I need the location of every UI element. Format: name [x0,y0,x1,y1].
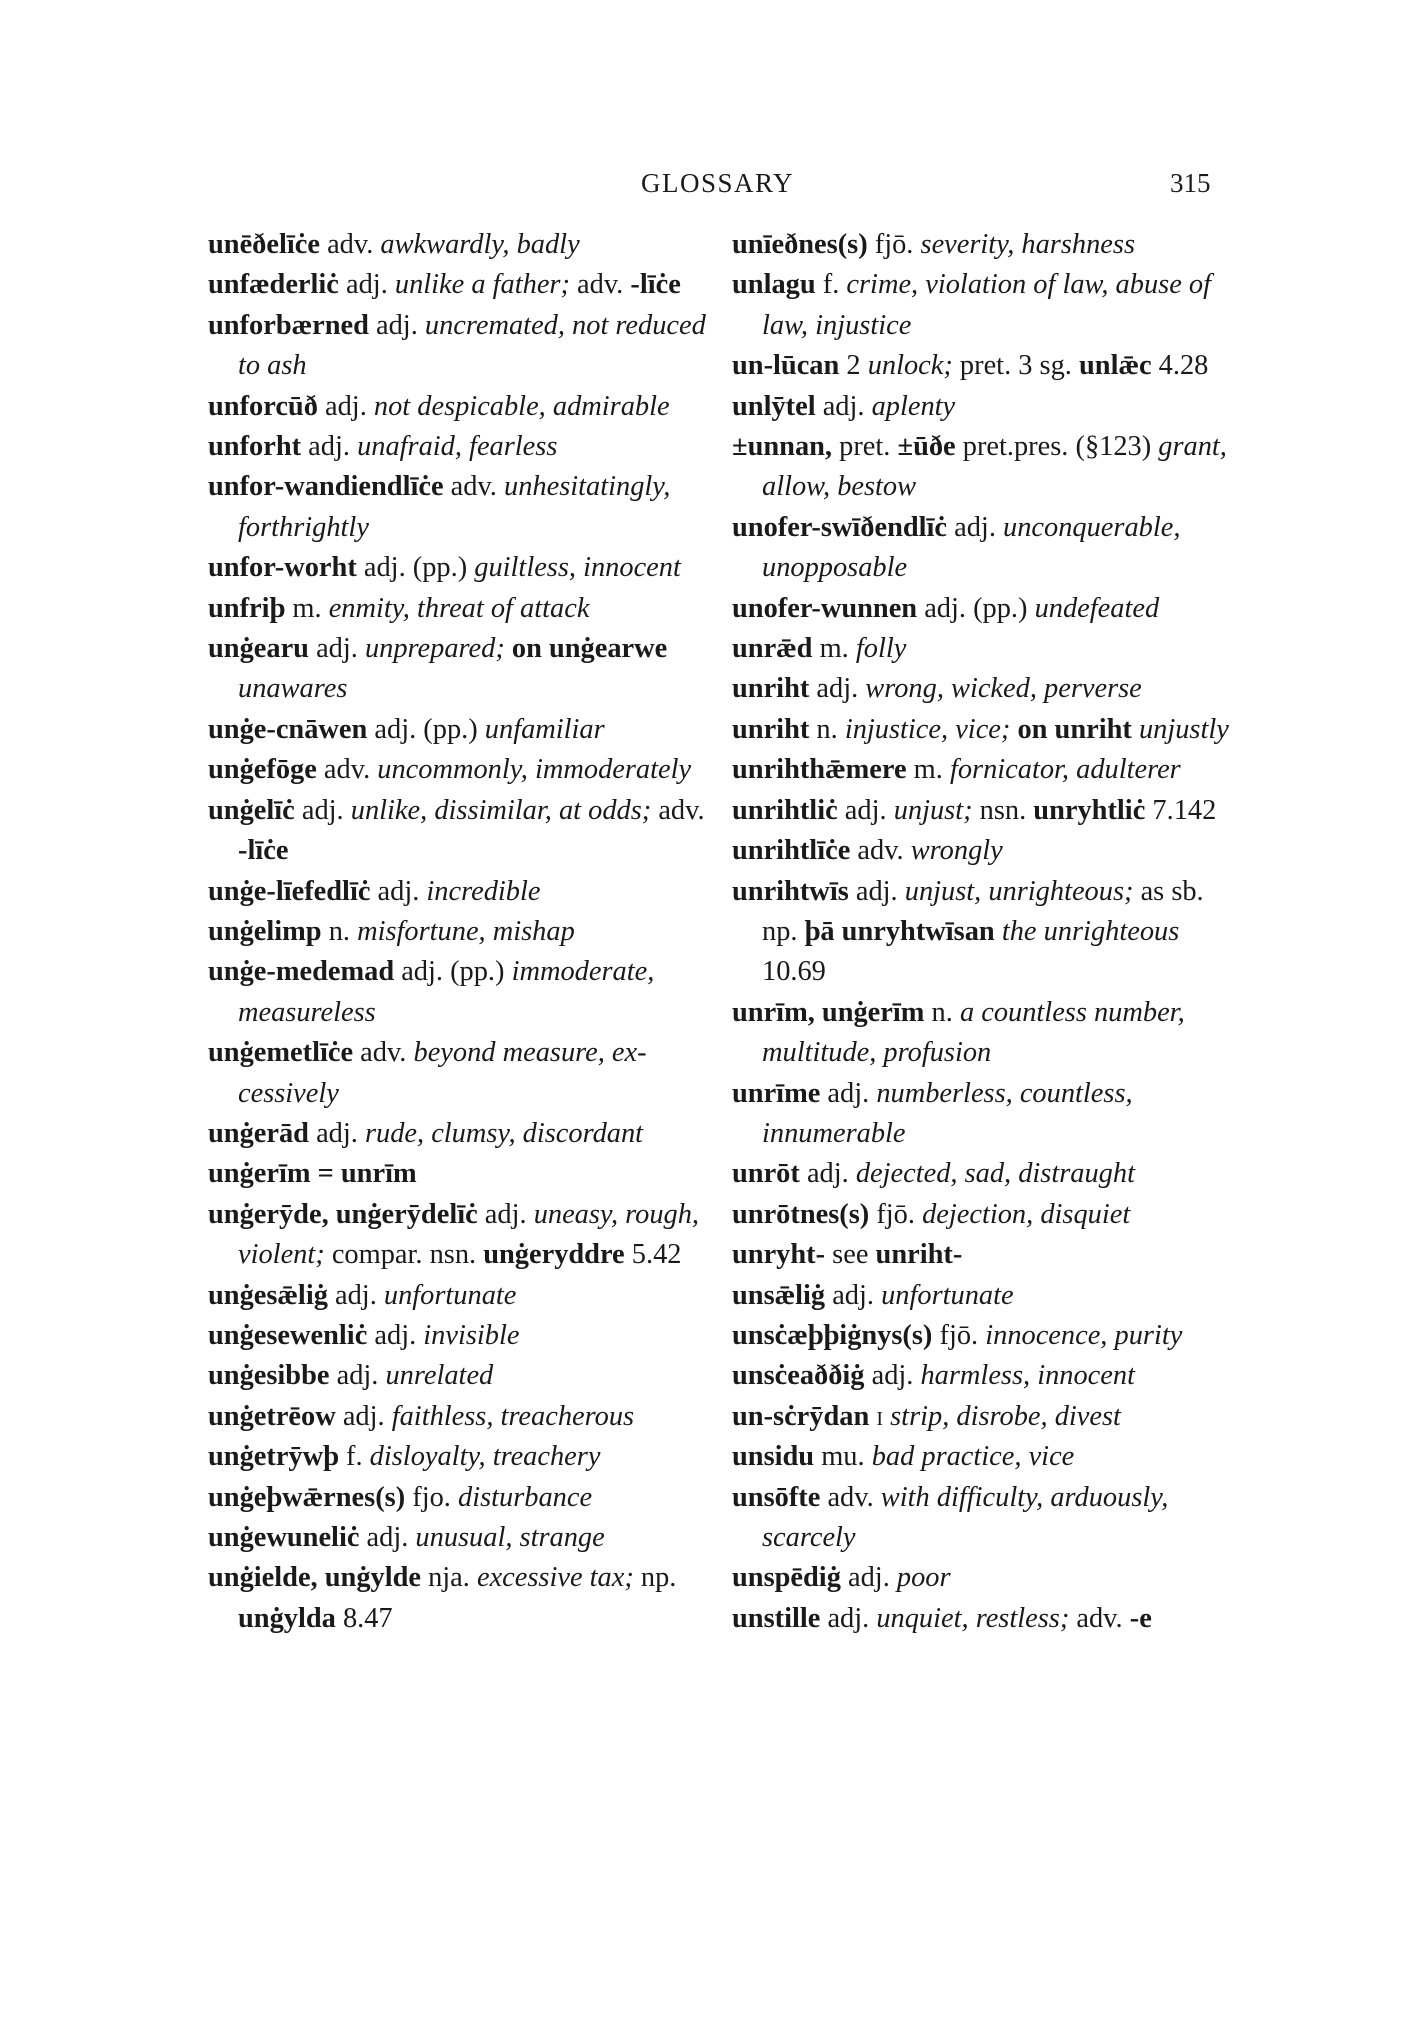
headword: unforbærned [208,309,369,341]
definition: numberless, countless, innumerable [762,1077,1133,1149]
grammar-note: adv. [569,269,631,301]
glossary-entry [732,1478,1237,1559]
headword: unsōfte [732,1481,821,1513]
definition: crime, violation of law, abuse of law, injustice [762,269,1211,341]
grammar-note: pret.pres. (§123) [955,431,1159,463]
bold-form: þā unryhtwīsan [804,915,995,947]
definition: unhesitatingly, forthrightly [238,471,671,543]
glossary-entry [208,1478,713,1518]
grammar-note: 5.42 [624,1239,682,1271]
definition: injustice, vice; [844,713,1011,745]
grammar-note: fjō. [869,1198,923,1230]
glossary-entry [208,912,713,952]
definition: folly [855,633,907,665]
headword: unsċeaððiġ [732,1360,865,1392]
glossary-entry [208,710,713,750]
grammar-note: adj. (pp.) [367,713,485,745]
grammar-note: adj. [308,1117,365,1149]
glossary-entry [732,1437,1237,1477]
grammar-note: 10.69 [762,956,826,988]
glossary-entry [208,225,713,265]
headword: unġielde, unġylde [208,1562,421,1594]
bold-form: -līċe [630,269,681,301]
grammar-note: as sb. np. [762,875,1204,947]
headword: unstille [732,1602,821,1634]
grammar-note: adv. [820,1481,881,1513]
headword: unofer-swīðendlīċ [732,511,948,543]
grammar-note: adv. [353,1037,414,1069]
glossary-entry [208,1316,713,1356]
grammar-note: m. [285,592,329,624]
glossary-entry [732,1599,1237,1639]
definition: unquiet, restless; [876,1602,1070,1634]
headword: unspēdiġ [732,1562,841,1594]
definition: the unrighteous [994,915,1180,947]
grammar-note: adj. [368,309,425,341]
glossary-entry [208,1033,713,1114]
glossary-entry [732,387,1237,427]
definition: misfortune, mishap [357,915,575,947]
headword: unġearu [208,633,309,665]
definition: wrong, wicked, perverse [865,673,1142,705]
glossary-entry [208,1397,713,1437]
headword: unlagu [732,269,816,301]
headword: unēðelīċe [208,229,320,260]
glossary-entry [732,589,1237,629]
definition: uncremated, not reduced to ash [238,309,706,382]
glossary-entry [208,467,713,548]
definition: unafraid, fearless [357,431,558,463]
headword: unġewuneliċ [208,1522,360,1553]
glossary-entry [732,1356,1237,1396]
definition: disturbance [458,1481,593,1513]
grammar-note: adv. [316,754,378,786]
grammar-note: adj. [477,1198,534,1230]
grammar-note: adj. [947,511,1004,543]
definition: harmless, innocent [920,1360,1135,1392]
definition: awkwardly, badly [380,229,580,260]
grammar-note: adj. [308,633,365,665]
glossary-entry [208,387,713,427]
definition: strip, disrobe, divest [883,1400,1121,1432]
headword: unġefōge [208,754,317,786]
glossary-column-left [208,225,713,1639]
headword: unrǣd [732,633,813,665]
glossary-entry [208,306,713,387]
definition: uncommonly, immoderately [377,754,692,786]
definition: unlike a father; [394,269,570,301]
definition: unprepared; [364,633,505,665]
grammar-note: m. [812,633,856,665]
headword: unġelimp [208,915,322,947]
glossary-entry [208,1356,713,1396]
grammar-note: adj. [359,1522,416,1553]
definition: unconquerable, unopposable [762,511,1181,584]
headword: unriht [732,673,810,705]
definition: unusual, strange [415,1522,605,1553]
definition: rude, clumsy, discordant [364,1117,644,1149]
headword: unġetrȳwþ [208,1441,339,1473]
page-header [0,168,1428,208]
grammar-note: adj. [840,1562,897,1594]
definition: fornicator, adulterer [949,754,1181,786]
grammar-note: adv. [319,229,381,260]
glossary-entry [208,427,713,467]
headword: unrīm, unġerīm [732,996,925,1028]
headword: unfor-worht [208,552,357,584]
headword: unsidu [732,1441,815,1473]
bold-form: unġeryddre [483,1239,625,1271]
bold-form: unryhtliċ [1033,794,1146,826]
glossary-entry [732,993,1237,1074]
headword: unġerȳde, unġerȳdelīċ [208,1198,478,1230]
grammar-note: 8.47 [335,1602,393,1634]
headword: unrōtnes(s) [732,1198,870,1230]
grammar-note: adj. [825,1279,882,1311]
grammar-note: adj. (pp.) [394,956,512,988]
definition: unfortunate [881,1279,1014,1311]
grammar-note: fjō. [867,229,921,260]
grammar-note: 2 [839,350,868,382]
glossary-entry [732,346,1237,386]
headword: unforcūð [208,390,318,422]
grammar-note: pret. 3 sg. [952,350,1079,382]
headword: un-sċrȳdan [732,1400,870,1432]
definition: unfortunate [383,1279,517,1311]
glossary-entry [208,589,713,629]
headword: unryht- [732,1239,826,1271]
definition: dejected, sad, distraught [855,1158,1135,1190]
definition: unlock; [867,350,953,382]
glossary-entry [208,791,713,872]
grammar-note: np. [633,1562,677,1594]
definition: excessive tax; [476,1562,634,1594]
glossary-entry [732,750,1237,790]
headword: unriht [732,713,810,745]
grammar-note: adj. (pp.) [917,592,1035,624]
grammar-note: adj. [815,390,872,422]
glossary-entry [732,1195,1237,1235]
bold-form: on unriht [1010,713,1132,745]
definition: poor [896,1562,951,1594]
grammar-note: adv. [443,471,505,503]
definition: faithless, treacherous [391,1400,635,1432]
page-number: 315 [1170,168,1211,198]
glossary-entry [732,265,1237,346]
bold-form: ±ūðe [897,431,956,463]
glossary-entry [208,1518,713,1558]
headword: unġetrēow [208,1400,336,1432]
definition: unrelated [385,1360,494,1392]
grammar-note: adj. [367,1319,424,1351]
headword: unforht [208,431,302,463]
headword: unġerīm = unrīm [208,1158,417,1190]
definition: enmity, threat of attack [328,592,590,624]
definition: dejection, disquiet [922,1198,1131,1230]
grammar-note: nsn. [972,794,1034,826]
glossary-entry [732,710,1237,750]
headword: unġemetlīċe [208,1037,354,1069]
definition: immoderate, measureless [238,956,655,1028]
headword: unfriþ [208,592,286,624]
headword: unrihtwīs [732,875,849,907]
glossary-entry [732,1558,1237,1598]
grammar-note: adj. [864,1360,921,1392]
definition: a countless number, multitude, profusion [762,996,1185,1069]
grammar-note: adj. [335,1400,392,1432]
definition: beyond measure, excessively [238,1037,647,1109]
grammar-note: fjo. [405,1481,459,1513]
glossary-entry [208,952,713,1033]
grammar-note: mu. [814,1441,872,1473]
grammar-note: adj. [338,269,395,301]
glossary-entry [732,629,1237,669]
headword: unrīme [732,1077,821,1109]
grammar-note: adv. [651,794,705,826]
headword: unġesǣliġ [208,1279,328,1311]
grammar-note: see [825,1239,876,1271]
glossary-entry [208,1437,713,1477]
definition: undefeated [1034,592,1160,624]
definition: unjust; [893,794,973,826]
verb-class: i [869,1400,884,1432]
definition: severity, harshness [920,229,1135,260]
headword: unrōt [732,1158,800,1190]
definition: wrongly [910,835,1003,867]
grammar-note: adj. [820,1077,877,1109]
headword: unīeðnes(s) [732,229,868,260]
glossary-entry [732,225,1237,265]
headword: unsǣliġ [732,1279,826,1311]
grammar-note: f. [815,269,847,301]
glossary-entry [732,831,1237,871]
grammar-note: adj. [327,1279,384,1311]
grammar-note: compar. nsn. [324,1239,484,1271]
bold-form: unlǣc [1079,350,1152,382]
headword: unġesewenliċ [208,1319,368,1351]
headword: unfor-wandiendlīċe [208,471,444,503]
headword: un-lūcan [732,350,840,382]
definition: innocence, purity [985,1319,1183,1351]
grammar-note: adj. [301,431,358,463]
glossary-entry [732,1397,1237,1437]
glossary-entry [208,872,713,912]
definition: bad practice, vice [871,1441,1075,1473]
glossary-entry [732,508,1237,589]
headword: unlȳtel [732,390,816,422]
glossary-entry [732,1074,1237,1155]
bold-form: on unġearwe [504,633,668,665]
bold-form: -e [1129,1602,1152,1634]
headword: unrihthǣmere [732,754,907,786]
definition: incredible [426,875,541,907]
glossary-entry [732,791,1237,831]
definition: uneasy, rough, violent; [238,1198,700,1271]
headword: unrihtliċ [732,794,838,826]
grammar-note: n. [321,915,358,947]
grammar-note: m. [906,754,950,786]
definition: unawares [238,673,348,705]
glossary-entry [208,629,713,710]
grammar-note: pret. [832,431,898,463]
grammar-note: 4.28 [1151,350,1209,382]
glossary-entry [732,1316,1237,1356]
headword: unġe-medemad [208,956,395,988]
headword: unsċæþþiġnys(s) [732,1319,933,1351]
grammar-note: adj. [799,1158,856,1190]
glossary-entry [732,669,1237,709]
glossary-entry [732,1154,1237,1194]
headword: unġelīċ [208,794,295,826]
bold-form: -līċe [238,835,289,867]
grammar-note: adv. [1069,1602,1130,1634]
grammar-note: n. [924,996,960,1028]
glossary-column-right [732,225,1237,1639]
definition: guiltless, innocent [474,552,681,584]
glossary-entry [732,872,1237,993]
grammar-note: adj. [329,1360,386,1392]
definition: not despicable, admirable [373,390,670,422]
grammar-note: adj. [294,794,351,826]
grammar-note: nja. [421,1562,477,1594]
definition: unlike, dissimilar, at odds; [350,794,652,826]
headword: unġe-līefedlīċ [208,875,371,907]
grammar-note: adj. [837,794,894,826]
definition: disloyalty, treachery [369,1441,601,1473]
glossary-entry [208,548,713,588]
glossary-entry [208,265,713,305]
definition: with difficulty, arduously, scarcely [762,1481,1169,1553]
definition: unfamiliar [484,713,605,745]
headword: unġeþwǣrnes(s) [208,1481,406,1513]
definition: grant, allow, bestow [762,431,1227,503]
grammar-note: n. [809,713,845,745]
definition: unjustly [1131,713,1229,745]
glossary-entry [732,427,1237,508]
headword: unġesibbe [208,1360,330,1392]
grammar-note: adj. [809,673,866,705]
headword: unrihtlīċe [732,835,851,867]
grammar-note: adj. [370,875,427,907]
glossary-entry [208,750,713,790]
grammar-note: adj. (pp.) [356,552,475,584]
grammar-note: adv. [850,835,911,867]
bold-form: unriht- [875,1239,963,1271]
headword: ±unnan, [732,431,833,463]
glossary-entry [732,1276,1237,1316]
glossary-entry [208,1154,713,1194]
headword: unfæderliċ [208,269,339,301]
glossary-entry [208,1558,713,1639]
definition: invisible [423,1319,520,1351]
grammar-note: adj. [820,1602,877,1634]
grammar-note: 7.142 [1145,794,1217,826]
headword: unġerād [208,1117,309,1149]
grammar-note: fjō. [932,1319,986,1351]
glossary-entry [208,1195,713,1276]
grammar-note: f. [338,1441,370,1473]
bold-form: unġylda [238,1602,336,1634]
running-head: GLOSSARY [641,168,795,198]
headword: unġe-cnāwen [208,713,368,745]
glossary-entry [732,1235,1237,1275]
grammar-note: adj. [848,875,905,907]
definition: unjust, unrighteous; [904,875,1134,907]
headword: unofer-wunnen [732,592,918,624]
glossary-entry [208,1114,713,1154]
grammar-note: adj. [317,390,374,422]
definition: aplenty [871,390,956,422]
glossary-entry [208,1276,713,1316]
